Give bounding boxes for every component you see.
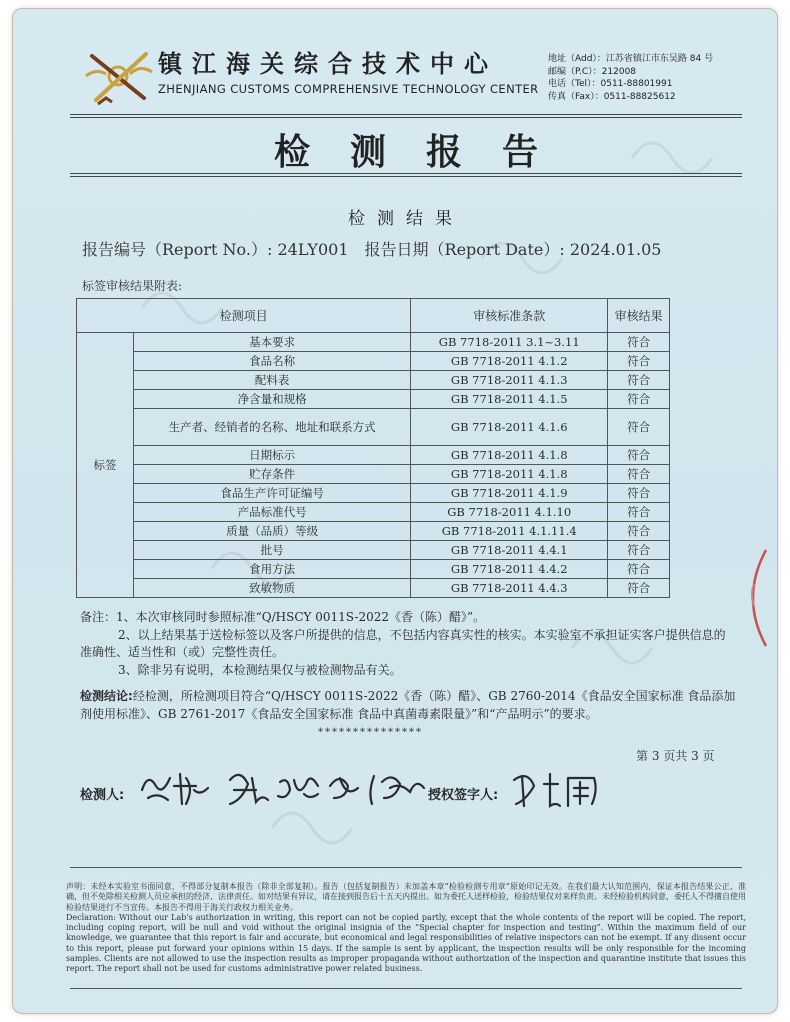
end-mark: *************** xyxy=(318,727,423,738)
table-caption: 标签审核结果附表: xyxy=(82,279,183,293)
row-item: 食品名称 xyxy=(134,352,411,371)
contact-fax: 传真（Fax）：0511-88825612 xyxy=(548,91,676,102)
row-standard: GB 7718-2011 4.4.2 xyxy=(411,560,608,579)
signer-signature-image xyxy=(508,766,618,812)
notes-block xyxy=(80,609,730,679)
header-standard: 审核标准条款 xyxy=(411,299,608,333)
row-standard: GB 7718-2011 4.4.1 xyxy=(411,541,608,560)
org-name-cn: 镇江海关综合技术中心 xyxy=(158,50,498,78)
row-standard: GB 7718-2011 4.1.9 xyxy=(411,484,608,503)
declaration-cn: 声明：未经本实验室书面同意，不得部分复制本报告（除非全部复制）。报告（包括复制报告）未加盖本章“检验检测专用章”原始印记无效。在我们最大认知范围内，保证本报告结果公正、准确，但不免除相关检测人员应承担的经济、法律责任。如对结果有异议，请在接到报告后十五天内提出。如为委托人送样检验，检验结果仅对来样负责。未经检验机构同意，委托人不得擅自使用检验结果进行不当宣传。本报告不得用于海关行政权力相关业务。 xyxy=(66,882,746,912)
table-row xyxy=(77,560,670,579)
row-standard: GB 7718-2011 4.1.11.4 xyxy=(411,522,608,541)
divider xyxy=(70,176,742,177)
contact-phone: 电话（Tel）：0511-88801991 xyxy=(548,79,673,89)
contact-postcode: 邮编（P.C）：212008 xyxy=(548,66,637,77)
customs-emblem-icon xyxy=(84,46,156,108)
row-result: 符合 xyxy=(608,333,670,352)
header-result: 审核结果 xyxy=(608,299,670,333)
divider xyxy=(70,988,742,989)
row-result: 符合 xyxy=(608,352,670,371)
row-item: 批号 xyxy=(134,541,411,560)
row-standard: GB 7718-2011 4.1.3 xyxy=(411,371,608,390)
row-standard: GB 7718-2011 4.1.2 xyxy=(411,352,608,371)
signer-label: 授权签字人: xyxy=(428,788,499,803)
row-standard: GB 7718-2011 4.4.3 xyxy=(411,579,608,598)
row-standard: GB 7718-2011 3.1~3.11 xyxy=(411,333,608,352)
row-standard: GB 7718-2011 4.1.8 xyxy=(411,446,608,465)
table-row xyxy=(77,333,670,352)
conclusion-block xyxy=(80,687,740,723)
table-row xyxy=(77,484,670,503)
results-table xyxy=(76,298,670,598)
page-number: 第 3 页共 3 页 xyxy=(636,749,715,763)
table-row xyxy=(77,446,670,465)
contact-block xyxy=(548,53,713,103)
section-title: 检测结果 xyxy=(348,209,464,229)
row-item: 日期标示 xyxy=(134,446,411,465)
row-standard: GB 7718-2011 4.1.6 xyxy=(411,409,608,446)
row-result: 符合 xyxy=(608,446,670,465)
page-title: 检测报告 xyxy=(273,132,578,173)
divider xyxy=(70,173,742,174)
declaration-en: Declaration: Without our Lab's authorization in writing, this report can not be copied partly, except that the whole contents of the report will be copied. The report, including coping report, will be null and void without the original insignia of the “Special chapter for inspection and testing”. Within the maximum field of our knowledge, we guarantee that this report is fair and accurate, but economical and legal responsibilities of relative inspectors can not be exempt. If any dissent occur to this report, please put forward your opinions within 15 days. If the sample is sent by applicant, the inspection results will be only responsible for the incoming samples. Clients are not allowed to use the inspection results as improper propaganda without authorization of the inspection and quarantine institute that issues this report. The report shall not be used for customs administrative power related business. xyxy=(66,912,746,974)
table-row xyxy=(77,352,670,371)
table-row xyxy=(77,503,670,522)
tester-label: 检测人: xyxy=(80,788,125,803)
row-item: 食用方法 xyxy=(134,560,411,579)
table-row xyxy=(77,579,670,598)
row-item: 净含量和规格 xyxy=(134,390,411,409)
table-row xyxy=(77,541,670,560)
row-item: 配料表 xyxy=(134,371,411,390)
header-item: 检测项目 xyxy=(77,299,411,333)
note-3: 3、除非另有说明，本检测结果仅与被检测物品有关。 xyxy=(118,662,402,677)
note-2: 2、以上结果基于送检标签以及客户所提供的信息，不包括内容真实性的核实。本实验室不承担证实客户提供信息的准确性、适当性和（或）完整性责任。 xyxy=(80,627,726,659)
table-row xyxy=(77,371,670,390)
row-result: 符合 xyxy=(608,503,670,522)
tester-signatures-image xyxy=(134,760,434,812)
table-row xyxy=(77,390,670,409)
conclusion-label: 检测结论: xyxy=(80,689,133,703)
row-standard: GB 7718-2011 4.1.8 xyxy=(411,465,608,484)
row-result: 符合 xyxy=(608,522,670,541)
divider xyxy=(70,867,742,868)
row-standard: GB 7718-2011 4.1.10 xyxy=(411,503,608,522)
row-result: 符合 xyxy=(608,560,670,579)
contact-address: 地址（Add）：江苏省镇江市东吴路 84 号 xyxy=(548,54,714,64)
row-item: 食品生产许可证编号 xyxy=(134,484,411,503)
report-number-date: 报告编号（Report No.）: 24LY001 报告日期（Report Date）: 2024.01.05 xyxy=(82,240,662,259)
table-row xyxy=(77,522,670,541)
table-header-row xyxy=(77,299,670,333)
row-item: 致敏物质 xyxy=(134,579,411,598)
divider xyxy=(70,117,742,118)
row-result: 符合 xyxy=(608,371,670,390)
declaration-block xyxy=(66,882,746,975)
table-row xyxy=(77,465,670,484)
row-result: 符合 xyxy=(608,579,670,598)
conclusion-text: 经检测，所检测项目符合“Q/HSCY 0011S-2022《香（陈）醋》、GB 2760-2014《食品安全国家标准 食品添加剂使用标准》、GB 2761-2017《食品安全国家标准 食品中真菌毒素限量》”和“产品明示”的要求。 xyxy=(80,689,736,721)
row-result: 符合 xyxy=(608,465,670,484)
note-1: 备注：1、本次审核同时参照标准“Q/HSCY 0011S-2022《香（陈）醋》”。 xyxy=(80,610,486,624)
row-standard: GB 7718-2011 4.1.5 xyxy=(411,390,608,409)
table-row xyxy=(77,409,670,446)
row-result: 符合 xyxy=(608,409,670,446)
row-result: 符合 xyxy=(608,541,670,560)
row-result: 符合 xyxy=(608,484,670,503)
row-item: 生产者、经销者的名称、地址和联系方式 xyxy=(134,409,411,446)
group-label: 标签 xyxy=(77,333,134,598)
row-item: 质量（品质）等级 xyxy=(134,522,411,541)
red-seal-stamp-image xyxy=(738,548,768,648)
divider xyxy=(70,114,742,115)
row-result: 符合 xyxy=(608,390,670,409)
row-item: 基本要求 xyxy=(134,333,411,352)
row-item: 产品标准代号 xyxy=(134,503,411,522)
row-item: 贮存条件 xyxy=(134,465,411,484)
org-name-en: ZHENJIANG CUSTOMS COMPREHENSIVE TECHNOLOGY CENTER xyxy=(158,82,539,96)
